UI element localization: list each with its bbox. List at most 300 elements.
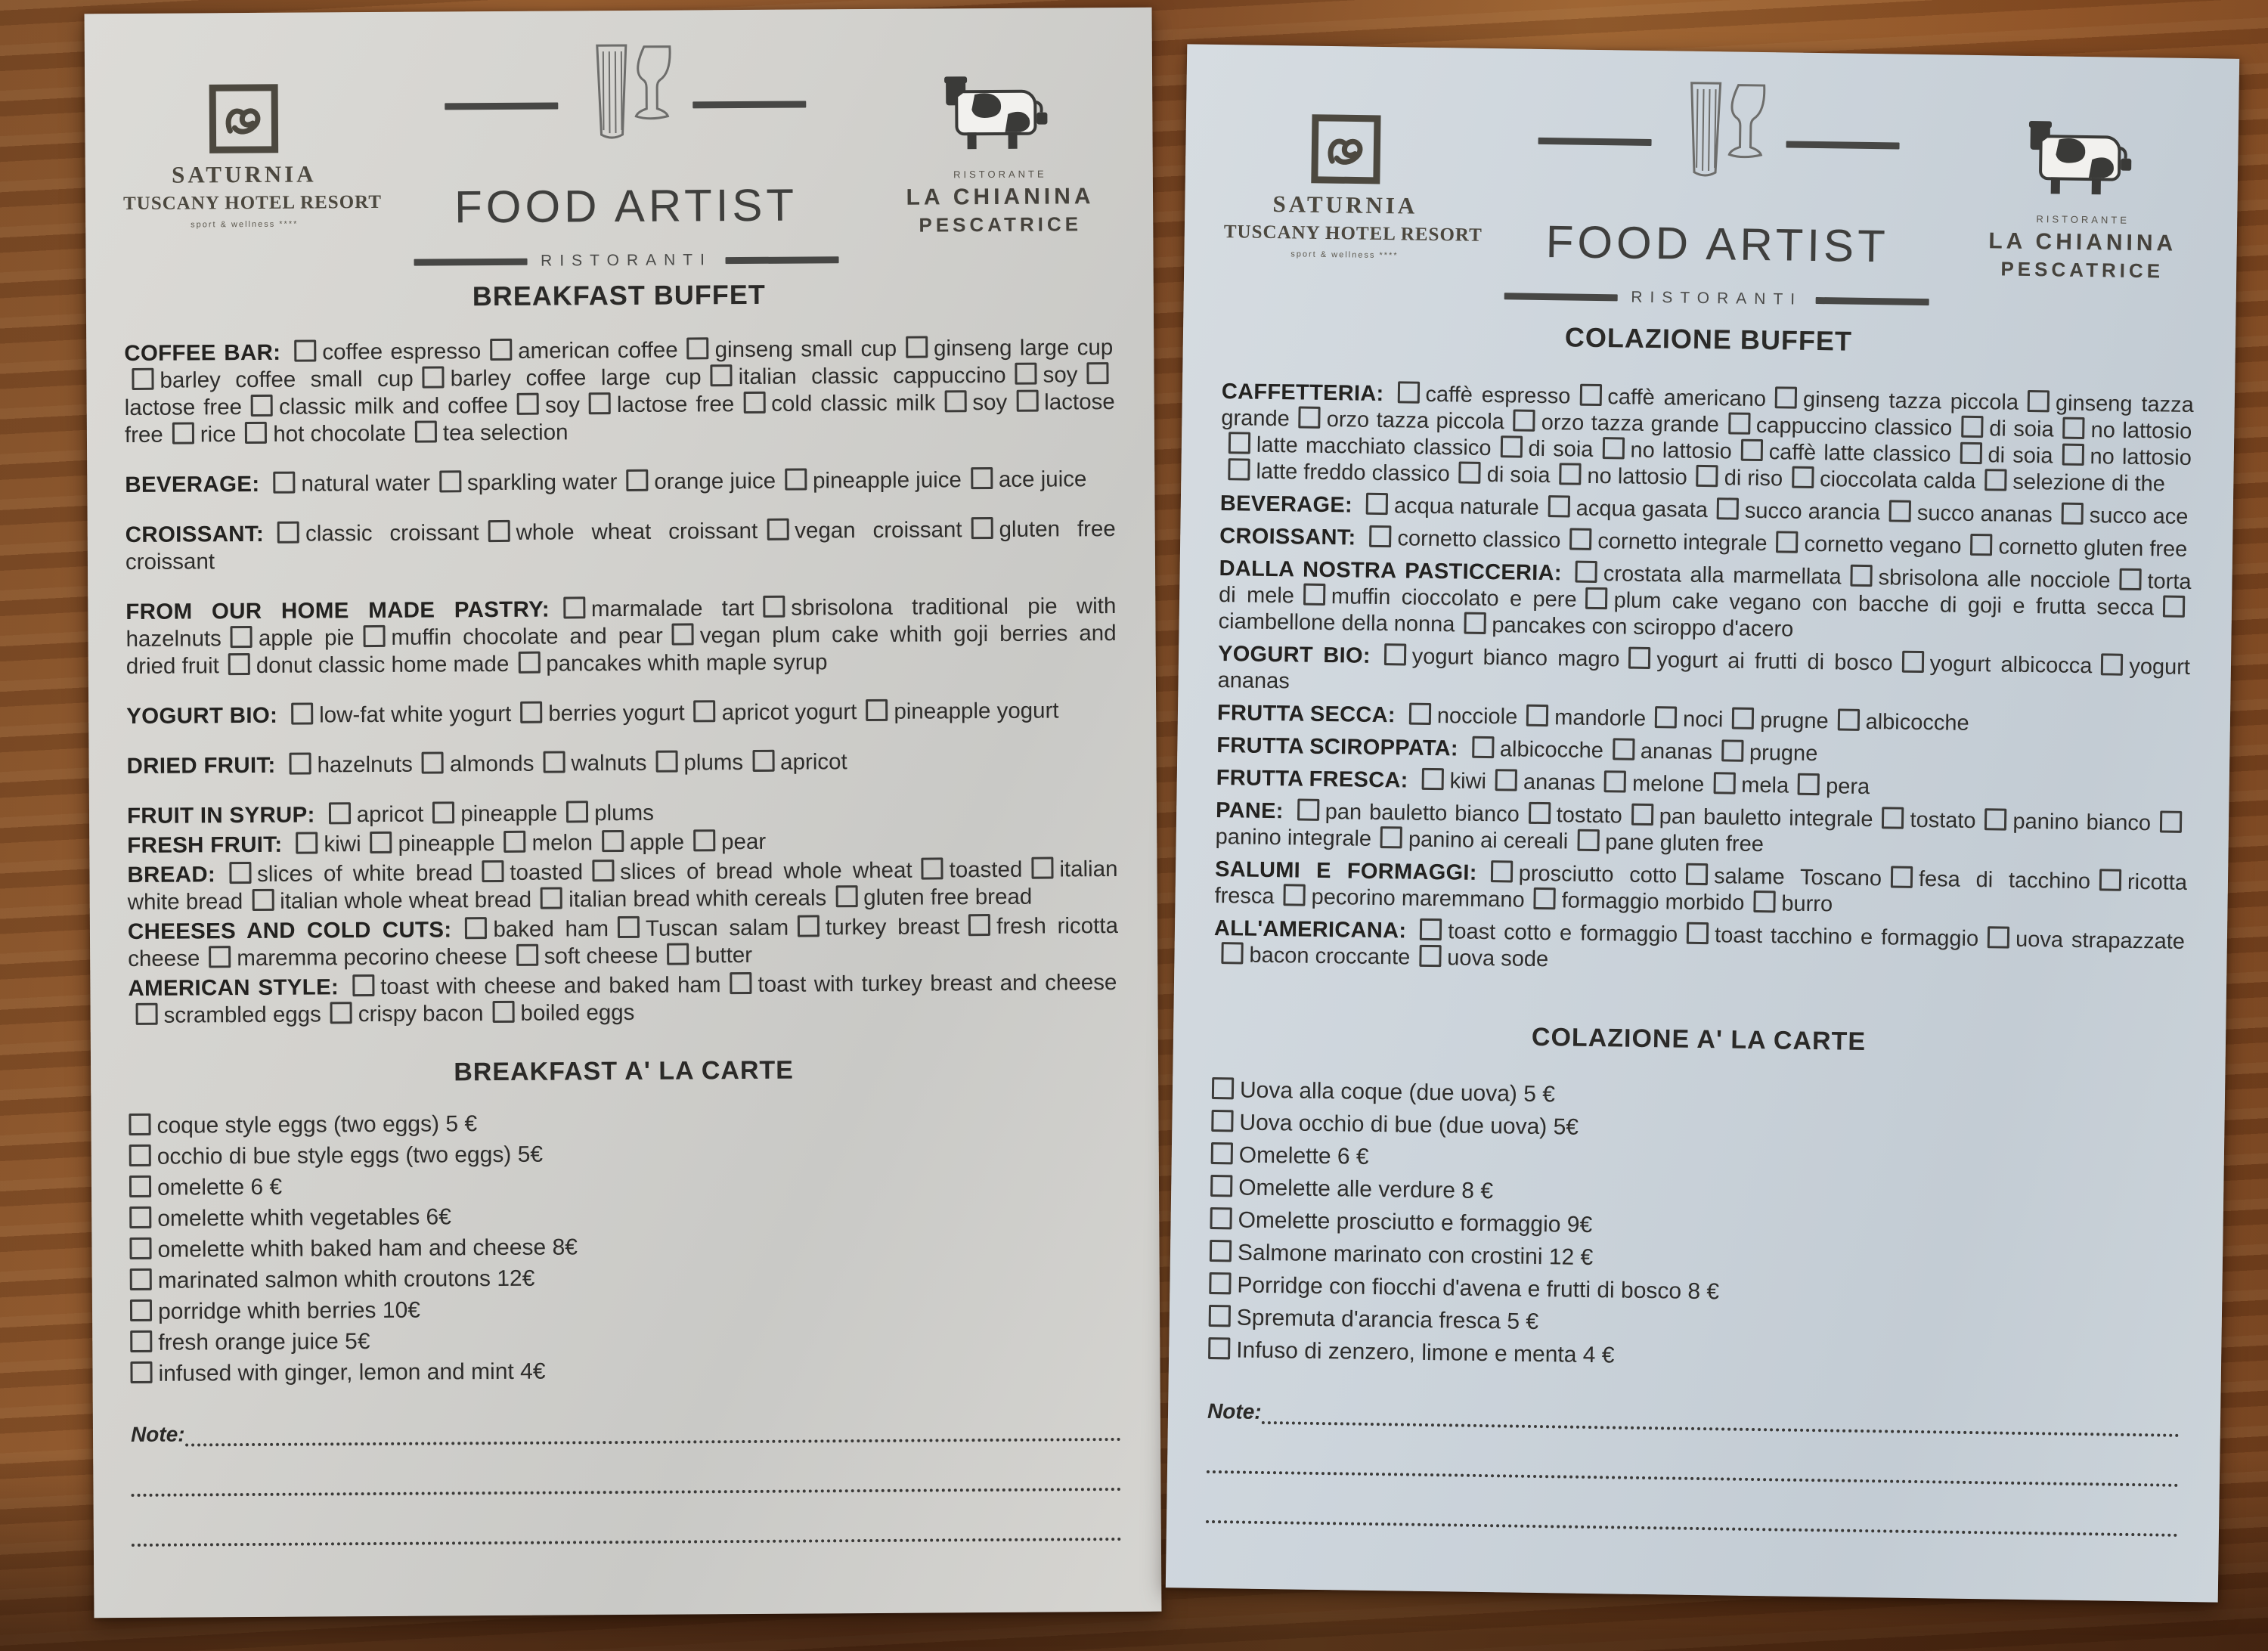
checkbox[interactable] xyxy=(130,1361,152,1383)
checkbox[interactable] xyxy=(1882,807,1904,829)
checkbox[interactable] xyxy=(130,1330,152,1352)
checkbox[interactable] xyxy=(922,857,943,879)
checkbox[interactable] xyxy=(694,700,716,722)
menu-item-label: tostato xyxy=(1556,803,1622,829)
checkbox[interactable] xyxy=(1713,772,1735,794)
checkbox[interactable] xyxy=(1514,409,1535,431)
buffet-sections xyxy=(1213,379,2194,982)
checkbox[interactable] xyxy=(1369,525,1391,547)
menu-item-label: classic milk and coffee xyxy=(278,392,509,420)
section-label: FROM OUR HOME MADE PASTRY: xyxy=(125,596,550,625)
menu-section xyxy=(124,334,1115,449)
checkbox[interactable] xyxy=(516,944,538,966)
checkbox[interactable] xyxy=(1696,465,1718,487)
checkbox[interactable] xyxy=(1753,891,1775,912)
checkbox[interactable] xyxy=(363,625,385,647)
menu-item xyxy=(1830,709,1970,736)
menu-item xyxy=(1768,531,1963,559)
checkbox[interactable] xyxy=(2101,653,2123,675)
page-title: COLAZIONE BUFFET xyxy=(1564,321,1853,357)
checkbox[interactable] xyxy=(1228,458,1250,480)
checkbox[interactable] xyxy=(1728,412,1750,434)
checkbox[interactable] xyxy=(228,653,250,675)
checkbox[interactable] xyxy=(518,652,540,674)
checkbox[interactable] xyxy=(1732,708,1754,729)
checkbox[interactable] xyxy=(1837,708,1859,730)
checkbox[interactable] xyxy=(1208,1337,1230,1359)
brand-subtitle: RISTORANTI xyxy=(1631,288,1803,308)
checkbox[interactable] xyxy=(672,623,694,645)
menu-item xyxy=(1883,866,2092,894)
section-label: BEVERAGE: xyxy=(125,471,260,498)
checkbox[interactable] xyxy=(906,336,928,358)
checkbox[interactable] xyxy=(1526,705,1548,726)
menu-item-label: slices of white bread xyxy=(256,860,473,887)
alacarte-item-label: omelette whith vegetables 6€ xyxy=(157,1204,451,1231)
checkbox[interactable] xyxy=(492,1001,514,1023)
divider-bar xyxy=(414,258,527,265)
checkbox[interactable] xyxy=(693,829,715,851)
checkbox[interactable] xyxy=(277,522,299,544)
menu-item xyxy=(556,596,756,622)
checkbox[interactable] xyxy=(2062,503,2084,525)
menu-item-label: italian classic cappuccino xyxy=(738,362,1006,390)
checkbox[interactable] xyxy=(129,1176,151,1197)
menu-item xyxy=(2054,503,2190,529)
menu-item-label: lactose free xyxy=(124,395,243,421)
checkbox[interactable] xyxy=(968,914,990,936)
alacarte-item xyxy=(130,1352,1120,1389)
checkbox[interactable] xyxy=(1419,945,1441,967)
menu-item-label: pancakes con sciroppo d'acero xyxy=(1492,613,1794,642)
checkbox[interactable] xyxy=(1569,528,1591,550)
checkbox[interactable] xyxy=(1559,463,1581,485)
tumbler-and-wine-glass-icon xyxy=(1661,78,1776,208)
checkbox[interactable] xyxy=(668,943,689,965)
menu-item-label: prosciutto cotto xyxy=(1518,861,1678,888)
restaurant-kicker: RISTORANTE xyxy=(2036,213,2130,226)
menu-item-label: turkey breast xyxy=(826,914,960,940)
checkbox[interactable] xyxy=(543,751,565,773)
menu-item-label: prugne xyxy=(1760,708,1829,734)
checkbox[interactable] xyxy=(743,392,765,414)
menu-item-label: no lattosio xyxy=(1630,438,1733,464)
checkbox[interactable] xyxy=(129,1114,150,1135)
menu-item-label: orzo tazza grande xyxy=(1541,410,1720,438)
menu-item xyxy=(559,801,655,826)
checkbox[interactable] xyxy=(711,364,733,386)
checkbox[interactable] xyxy=(1548,495,1570,517)
menu-section xyxy=(128,969,1118,1030)
checkbox[interactable] xyxy=(592,860,614,881)
checkbox[interactable] xyxy=(209,946,231,968)
checkbox[interactable] xyxy=(1380,826,1402,848)
section-label: FRUIT IN SYRUP: xyxy=(126,802,315,829)
menu-item-label: american coffee xyxy=(518,337,678,364)
restaurant-name-line1: LA CHIANINA xyxy=(906,184,1095,210)
menu-item xyxy=(1977,469,2167,496)
checkbox[interactable] xyxy=(129,1237,151,1259)
checkbox[interactable] xyxy=(835,885,857,907)
menu-item xyxy=(244,887,533,914)
cow-icon xyxy=(935,68,1064,160)
menu-item xyxy=(321,802,426,828)
checkbox[interactable] xyxy=(503,831,525,853)
menu-item xyxy=(1007,362,1079,388)
menu-item-label: di soia xyxy=(1486,462,1551,488)
menu-item xyxy=(1291,407,1507,434)
checkbox[interactable] xyxy=(415,420,437,442)
menu-item xyxy=(129,1002,323,1028)
menu-item-label: pancakes whith maple syrup xyxy=(546,649,828,677)
checkbox[interactable] xyxy=(626,469,648,491)
checkbox[interactable] xyxy=(1687,922,1709,944)
checkbox[interactable] xyxy=(1529,802,1551,824)
checkbox[interactable] xyxy=(1209,1272,1231,1294)
menu-item-label: classic croissant xyxy=(305,520,479,547)
checkbox[interactable] xyxy=(490,339,512,361)
menu-item-label: vegan croissant xyxy=(795,517,962,544)
checkbox[interactable] xyxy=(1299,406,1321,428)
checkbox[interactable] xyxy=(1741,439,1763,461)
checkbox[interactable] xyxy=(370,832,392,853)
menu-item-label: formaggio morbido xyxy=(1561,888,1745,915)
menu-item-label: yogurt ananas xyxy=(1217,654,2191,694)
note-line xyxy=(132,1491,1122,1547)
menu-item-label: muffin chocolate and pear xyxy=(391,623,663,650)
menu-item xyxy=(323,1001,485,1027)
checkbox[interactable] xyxy=(763,596,785,618)
alacarte-item-label: Omelette prosciutto e formaggio 9€ xyxy=(1238,1207,1593,1238)
menu-item xyxy=(1483,861,1679,888)
menu-item-label: barley coffee small cup xyxy=(160,366,414,393)
menu-item xyxy=(221,652,511,678)
checkbox[interactable] xyxy=(752,750,774,772)
checkbox[interactable] xyxy=(2160,810,2182,832)
menu-item xyxy=(1952,443,2054,469)
checkbox[interactable] xyxy=(1086,362,1108,384)
menu-item xyxy=(790,914,961,940)
menu-item-label: di soia xyxy=(1989,417,2054,442)
checkbox[interactable] xyxy=(1409,703,1431,725)
checkbox[interactable] xyxy=(520,702,542,723)
checkbox[interactable] xyxy=(1500,435,1522,457)
menu-item-label: maremma pecorino cheese xyxy=(237,943,507,971)
checkbox[interactable] xyxy=(130,1268,152,1290)
checkbox[interactable] xyxy=(482,860,503,882)
checkbox[interactable] xyxy=(1533,887,1555,909)
checkbox[interactable] xyxy=(129,1145,151,1166)
checkbox[interactable] xyxy=(1984,469,2006,491)
menu-item-label: plum cake vegano con bacche di goji e frutta secca xyxy=(1613,588,2155,621)
menu-item-label: albicocche xyxy=(1865,709,1969,736)
menu-item xyxy=(281,752,414,778)
checkbox[interactable] xyxy=(971,467,993,489)
divider-bar xyxy=(1504,293,1617,301)
menu-item xyxy=(237,421,407,447)
checkbox[interactable] xyxy=(294,339,316,361)
menu-page-italian xyxy=(1166,44,2239,1602)
menu-item-label: baked ham xyxy=(493,916,609,943)
menu-item xyxy=(287,339,482,365)
menu-item-label: cornetto classico xyxy=(1397,526,1561,553)
checkbox[interactable] xyxy=(296,832,318,853)
checkbox[interactable] xyxy=(273,472,295,494)
checkbox[interactable] xyxy=(1984,808,2006,830)
checkbox[interactable] xyxy=(231,626,253,648)
checkbox[interactable] xyxy=(1384,643,1406,665)
menu-item xyxy=(510,649,829,677)
checkbox[interactable] xyxy=(329,802,351,824)
checkbox[interactable] xyxy=(517,393,539,415)
checkbox[interactable] xyxy=(1491,860,1513,882)
menu-item xyxy=(1572,385,1768,412)
checkbox[interactable] xyxy=(1228,432,1250,454)
menu-item xyxy=(1954,417,2056,442)
menu-item-label: toast cotto e formaggio xyxy=(1448,919,1678,947)
menu-item xyxy=(1721,413,1954,440)
menu-item xyxy=(686,829,767,855)
menu-item xyxy=(584,858,914,885)
checkbox[interactable] xyxy=(422,751,444,773)
checkbox[interactable] xyxy=(1585,587,1607,609)
checkbox[interactable] xyxy=(132,368,153,390)
checkbox[interactable] xyxy=(252,889,274,911)
menu-item-label: whole wheat croissant xyxy=(516,518,758,545)
checkbox[interactable] xyxy=(541,887,562,909)
checkbox[interactable] xyxy=(1297,799,1319,821)
checkbox[interactable] xyxy=(136,1003,158,1025)
checkbox[interactable] xyxy=(1015,363,1036,385)
checkbox[interactable] xyxy=(1495,769,1517,791)
checkbox[interactable] xyxy=(488,520,510,542)
checkbox[interactable] xyxy=(439,470,461,492)
checkbox[interactable] xyxy=(1891,866,1913,887)
menu-item-label: apricot xyxy=(780,749,847,775)
checkbox[interactable] xyxy=(1775,386,1797,408)
checkbox[interactable] xyxy=(1303,584,1325,606)
menu-item-label: di soia xyxy=(1988,443,2053,469)
checkbox[interactable] xyxy=(1420,918,1442,940)
checkbox[interactable] xyxy=(618,916,640,938)
checkbox[interactable] xyxy=(129,1206,151,1228)
menu-item xyxy=(265,471,432,497)
hotel-subtitle: TUSCANY HOTEL RESORT xyxy=(1223,221,1483,246)
checkbox[interactable] xyxy=(1776,531,1798,553)
menu-item-label: uova sode xyxy=(1447,946,1549,972)
menu-item-label: ciambellone della nonna xyxy=(1218,609,1455,637)
menu-item xyxy=(1784,466,1978,494)
checkbox[interactable] xyxy=(1283,884,1305,906)
menu-item xyxy=(1977,809,2152,835)
menu-item-label: toasted xyxy=(949,856,1023,883)
menu-item xyxy=(736,390,937,417)
brand-title: FOOD ARTIST xyxy=(1545,216,1890,272)
menu-item xyxy=(1221,432,1493,460)
menu-item-label: mela xyxy=(1740,773,1789,798)
checkbox[interactable] xyxy=(866,699,888,721)
checkbox[interactable] xyxy=(971,517,993,539)
menu-item xyxy=(1709,498,1882,525)
checkbox[interactable] xyxy=(655,751,677,773)
menu-item xyxy=(759,517,964,544)
checkbox[interactable] xyxy=(1210,1175,1232,1197)
menu-item-label: orzo tazza piccola xyxy=(1326,407,1505,435)
checkbox[interactable] xyxy=(1421,768,1443,790)
menu-item xyxy=(1746,891,1834,917)
alacarte-item-label: coque style eggs (two eggs) 5 € xyxy=(156,1111,478,1138)
menu-item xyxy=(1213,943,1411,970)
checkbox[interactable] xyxy=(1211,1142,1233,1164)
checkbox[interactable] xyxy=(2163,595,2185,617)
checkbox[interactable] xyxy=(1031,857,1053,879)
menu-item xyxy=(485,1000,636,1026)
menu-item-label: succo ace xyxy=(2089,503,2189,529)
checkbox[interactable] xyxy=(1602,437,1624,459)
menu-item-label: marmalade tart xyxy=(590,595,754,622)
checkbox[interactable] xyxy=(1397,381,1419,403)
menu-item-label: pera xyxy=(1825,774,1870,800)
alacarte-title: BREAKFAST A' LA CARTE xyxy=(454,1055,795,1087)
checkbox[interactable] xyxy=(289,753,311,775)
checkbox[interactable] xyxy=(1576,561,1597,583)
checkbox[interactable] xyxy=(245,422,267,444)
checkbox[interactable] xyxy=(130,1299,152,1321)
checkbox[interactable] xyxy=(1792,466,1814,488)
checkbox[interactable] xyxy=(1464,612,1486,634)
menu-item-label: italian bread whith cereals xyxy=(569,885,827,912)
menu-item-label: no lattosio xyxy=(1587,463,1687,490)
checkbox[interactable] xyxy=(1472,736,1494,758)
menu-item xyxy=(124,367,414,393)
checkbox[interactable] xyxy=(730,972,751,994)
checkbox[interactable] xyxy=(1210,1240,1232,1262)
menu-item-label: acqua naturale xyxy=(1393,494,1540,520)
section-label: ALL'AMERICANA: xyxy=(1213,915,1407,943)
menu-item xyxy=(2054,444,2193,470)
checkbox[interactable] xyxy=(1628,647,1650,669)
checkbox[interactable] xyxy=(1212,1077,1234,1099)
checkbox[interactable] xyxy=(423,366,445,388)
checkbox[interactable] xyxy=(172,422,194,444)
page-title: BREAKFAST BUFFET xyxy=(472,278,766,312)
menu-item xyxy=(686,699,859,725)
brand-title: FOOD ARTIST xyxy=(454,179,798,233)
menu-item xyxy=(510,392,581,418)
menu-item-label: mandorle xyxy=(1554,705,1647,731)
checkbox[interactable] xyxy=(1579,384,1601,406)
checkbox[interactable] xyxy=(1889,500,1911,522)
menu-item-label: latte macchiato classico xyxy=(1256,432,1492,461)
menu-item-label: kiwi xyxy=(324,832,361,857)
checkbox[interactable] xyxy=(687,337,709,359)
menu-item-label: apricot yogurt xyxy=(721,699,857,726)
menu-item-label: coffee espresso xyxy=(322,339,482,365)
menu-section xyxy=(127,747,1117,780)
menu-item-label: ananas xyxy=(1523,770,1596,796)
checkbox[interactable] xyxy=(1577,829,1599,851)
checkbox[interactable] xyxy=(1613,738,1634,760)
section-label: FRUTTA SCIROPPATA: xyxy=(1216,733,1459,761)
checkbox[interactable] xyxy=(1988,926,2009,948)
checkbox[interactable] xyxy=(1961,416,1983,438)
checkbox[interactable] xyxy=(432,801,454,823)
checkbox[interactable] xyxy=(1960,442,1981,464)
menu-item-label: hazelnuts xyxy=(317,751,413,778)
checkbox[interactable] xyxy=(1459,461,1481,483)
menu-item xyxy=(1768,387,2020,415)
menu-item xyxy=(1359,494,1541,520)
checkbox[interactable] xyxy=(330,1002,352,1024)
checkbox[interactable] xyxy=(566,801,588,822)
menu-item xyxy=(533,885,828,912)
menu-item-label: soy xyxy=(1043,362,1078,388)
checkbox[interactable] xyxy=(944,390,966,412)
checkbox[interactable] xyxy=(1798,773,1820,795)
menu-item-label: panino bianco xyxy=(2012,809,2152,836)
hotel-tagline: sport & wellness **** xyxy=(191,219,299,230)
checkbox[interactable] xyxy=(798,915,820,937)
alacarte-title: COLAZIONE A' LA CARTE xyxy=(1531,1022,1867,1057)
checkbox[interactable] xyxy=(1721,739,1743,761)
checkbox[interactable] xyxy=(767,519,789,541)
checkbox[interactable] xyxy=(1631,804,1653,826)
checkbox[interactable] xyxy=(2099,869,2121,891)
checkbox[interactable] xyxy=(785,469,807,491)
checkbox[interactable] xyxy=(251,395,273,417)
checkbox[interactable] xyxy=(465,917,487,939)
checkbox[interactable] xyxy=(1366,493,1388,515)
checkbox[interactable] xyxy=(1901,651,1923,673)
checkbox[interactable] xyxy=(1016,390,1038,412)
checkbox[interactable] xyxy=(352,974,374,996)
menu-item xyxy=(509,943,660,969)
checkbox[interactable] xyxy=(229,862,251,884)
checkbox[interactable] xyxy=(291,703,313,725)
menu-item-label: caffè latte classico xyxy=(1768,440,1951,467)
menu-item xyxy=(1714,740,1820,766)
section-label: CROISSANT: xyxy=(125,521,265,548)
checkbox[interactable] xyxy=(2119,568,2141,590)
alacarte-item-label: infused with ginger, lemon and mint 4€ xyxy=(158,1358,546,1386)
restaurant-name-line1: LA CHIANINA xyxy=(1988,228,2177,256)
menu-item xyxy=(243,393,510,420)
checkbox[interactable] xyxy=(1209,1305,1231,1327)
checkbox[interactable] xyxy=(589,392,611,414)
checkbox[interactable] xyxy=(563,596,585,618)
checkbox[interactable] xyxy=(2028,390,2050,412)
menu-item-label: albicocche xyxy=(1499,737,1604,764)
checkbox[interactable] xyxy=(1210,1207,1232,1229)
menu-item-label: latte freddo classico xyxy=(1256,459,1450,487)
checkbox[interactable] xyxy=(2062,417,2084,439)
checkbox[interactable] xyxy=(1655,706,1677,728)
menu-item xyxy=(1980,927,2186,954)
checkbox[interactable] xyxy=(1686,863,1708,885)
menu-item xyxy=(745,749,849,775)
menu-item-label: sbrisolona traditional pie with hazelnuts xyxy=(125,593,1117,652)
checkbox[interactable] xyxy=(1604,770,1626,792)
checkbox[interactable] xyxy=(1851,565,1873,587)
checkbox[interactable] xyxy=(602,830,624,852)
checkbox[interactable] xyxy=(2062,444,2084,466)
menu-item xyxy=(963,466,1089,492)
checkbox[interactable] xyxy=(1221,942,1243,964)
checkbox[interactable] xyxy=(1717,497,1739,519)
alacarte-item-label: porridge whith berries 10€ xyxy=(157,1297,420,1324)
checkbox[interactable] xyxy=(1970,534,1992,556)
checkbox[interactable] xyxy=(1211,1110,1233,1132)
